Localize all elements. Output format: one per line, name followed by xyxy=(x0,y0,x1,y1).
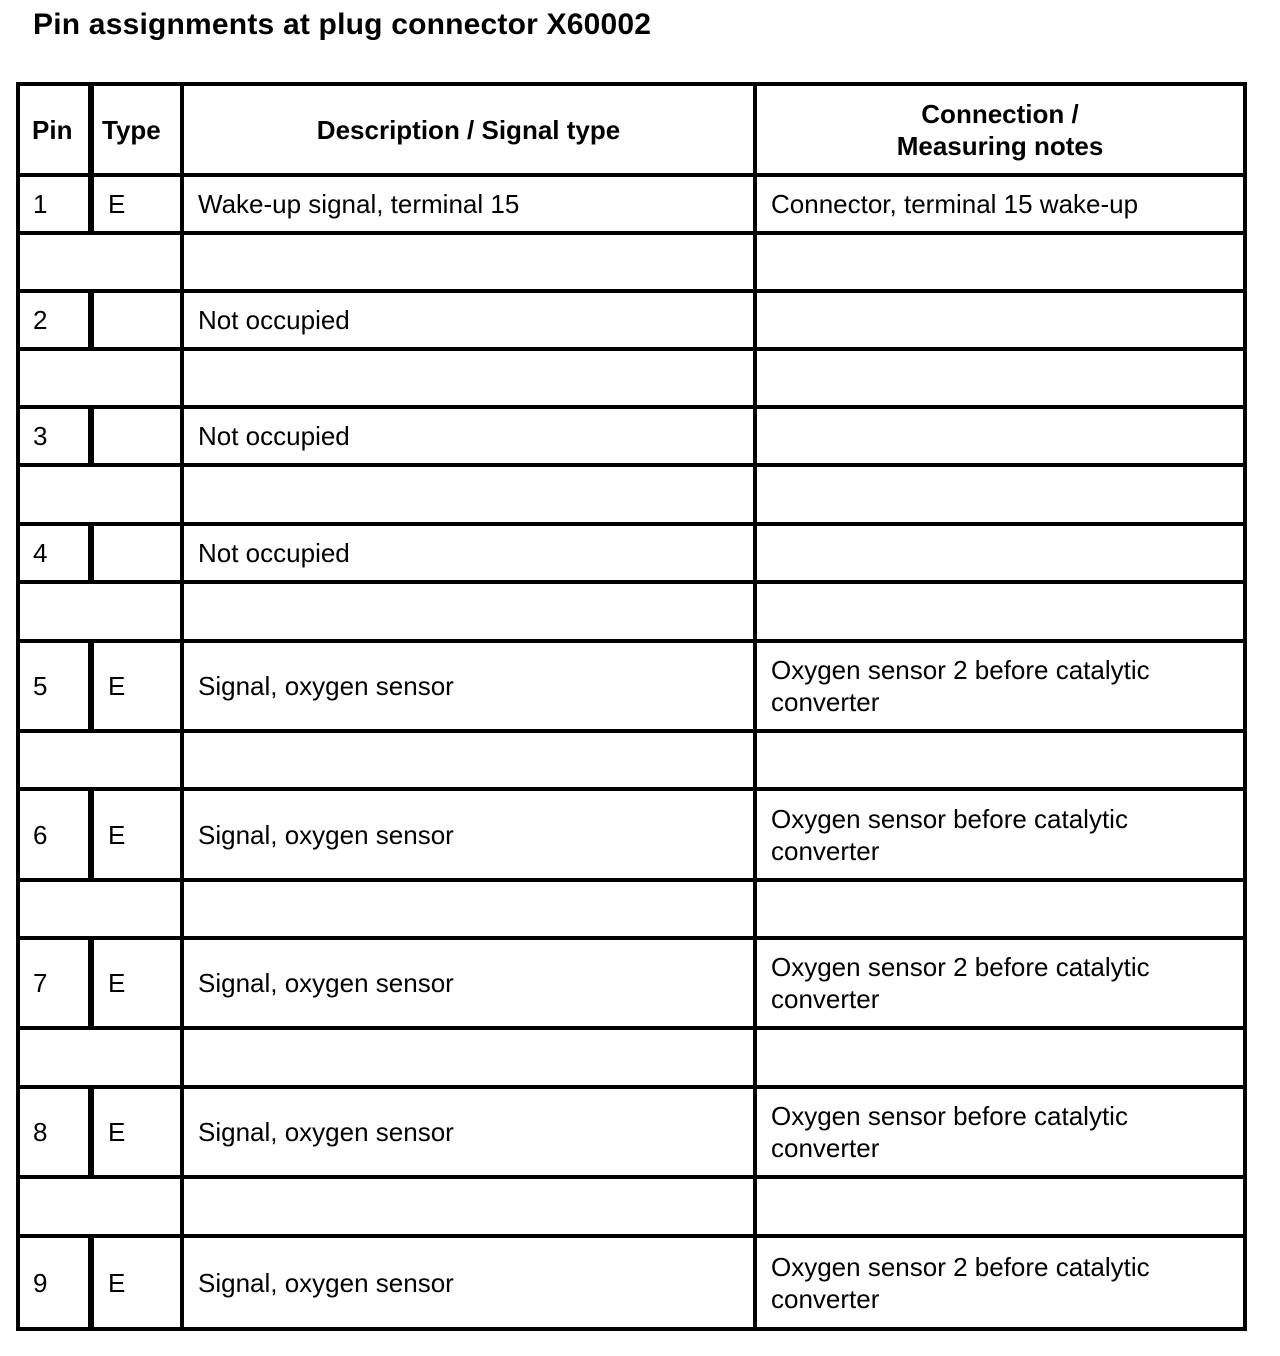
pin-cell: 6 xyxy=(33,819,48,850)
description-cell: Signal, oxygen sensor xyxy=(180,1089,753,1175)
spacer-row xyxy=(20,1179,1243,1238)
spacer-cell xyxy=(20,584,180,639)
table-row xyxy=(20,293,1243,351)
spacer-cell xyxy=(20,235,180,289)
type-cell: E xyxy=(88,643,180,729)
spacer-cell xyxy=(180,235,753,289)
spacer-cell xyxy=(20,882,180,936)
pin-cell: 2 xyxy=(33,305,48,335)
spacer-row xyxy=(20,467,1243,526)
pin-cell: 9 xyxy=(33,1267,48,1298)
description-cell: Signal, oxygen sensor xyxy=(180,643,753,729)
table-header-row xyxy=(20,86,1243,177)
type-cell xyxy=(88,526,180,580)
spacer-cell xyxy=(180,1179,753,1234)
spacer-cell xyxy=(753,1179,1243,1234)
table-row xyxy=(20,526,1243,584)
description-cell: Not occupied xyxy=(180,409,753,463)
table-row xyxy=(20,791,1243,882)
connection-cell xyxy=(753,293,1243,347)
page-title: Pin assignments at plug connector X60002 xyxy=(33,8,652,41)
spacer-cell xyxy=(753,467,1243,522)
header-connection xyxy=(753,86,1243,173)
pin-assignment-table xyxy=(16,82,1247,1331)
spacer-row xyxy=(20,1030,1243,1089)
header-connection-line1: Connection / xyxy=(921,98,1079,129)
description-cell: Wake-up signal, terminal 15 xyxy=(180,177,753,231)
spacer-cell xyxy=(180,584,753,639)
spacer-cell xyxy=(180,882,753,936)
connection-cell xyxy=(753,409,1243,463)
spacer-row xyxy=(20,733,1243,791)
pin-cell: 3 xyxy=(33,421,48,451)
header-connection-line2: Measuring notes xyxy=(896,130,1104,161)
spacer-cell xyxy=(753,584,1243,639)
spacer-cell xyxy=(180,467,753,522)
pin-cell: 8 xyxy=(33,1117,48,1147)
connection-cell: Connector, terminal 15 wake-up xyxy=(753,177,1243,231)
table-row xyxy=(20,1238,1243,1327)
table-row xyxy=(20,177,1243,235)
spacer-cell xyxy=(20,1179,180,1234)
spacer-cell xyxy=(753,882,1243,936)
spacer-row xyxy=(20,584,1243,643)
pin-cell: 4 xyxy=(33,538,48,568)
table-row xyxy=(20,1089,1243,1179)
spacer-cell xyxy=(180,733,753,787)
header-type: Type xyxy=(88,86,180,173)
table-row xyxy=(20,940,1243,1030)
connection-cell: Oxygen sensor 2 before catalytic converter xyxy=(753,1238,1243,1327)
header-pin: Pin xyxy=(32,114,73,145)
description-cell: Not occupied xyxy=(180,526,753,580)
spacer-cell xyxy=(20,351,180,405)
description-cell: Not occupied xyxy=(180,293,753,347)
connection-cell: Oxygen sensor before catalytic converter xyxy=(753,1089,1243,1175)
spacer-cell xyxy=(753,1030,1243,1085)
description-cell: Signal, oxygen sensor xyxy=(180,791,753,878)
type-cell: E xyxy=(88,177,180,231)
spacer-cell xyxy=(20,1030,180,1085)
spacer-row xyxy=(20,882,1243,940)
pin-cell: 5 xyxy=(33,671,48,701)
type-cell: E xyxy=(88,940,180,1026)
type-cell: E xyxy=(88,1089,180,1175)
pin-cell: 7 xyxy=(33,968,48,998)
spacer-cell xyxy=(20,467,180,522)
description-cell: Signal, oxygen sensor xyxy=(180,940,753,1026)
table-row xyxy=(20,409,1243,467)
spacer-cell xyxy=(20,733,180,787)
type-cell: E xyxy=(88,791,180,878)
type-cell: E xyxy=(88,1238,180,1327)
connection-cell: Oxygen sensor before catalytic converter xyxy=(753,791,1243,878)
spacer-cell xyxy=(753,351,1243,405)
pin-cell: 1 xyxy=(33,189,48,219)
spacer-cell xyxy=(753,733,1243,787)
spacer-row xyxy=(20,351,1243,409)
table-row xyxy=(20,643,1243,733)
description-cell: Signal, oxygen sensor xyxy=(180,1238,753,1327)
connection-cell: Oxygen sensor 2 before catalytic converter xyxy=(753,643,1243,729)
spacer-cell xyxy=(180,351,753,405)
header-description: Description / Signal type xyxy=(180,86,753,173)
connection-cell xyxy=(753,526,1243,580)
spacer-row xyxy=(20,235,1243,293)
connection-cell: Oxygen sensor 2 before catalytic converter xyxy=(753,940,1243,1026)
type-cell xyxy=(88,293,180,347)
spacer-cell xyxy=(180,1030,753,1085)
spacer-cell xyxy=(753,235,1243,289)
type-cell xyxy=(88,409,180,463)
